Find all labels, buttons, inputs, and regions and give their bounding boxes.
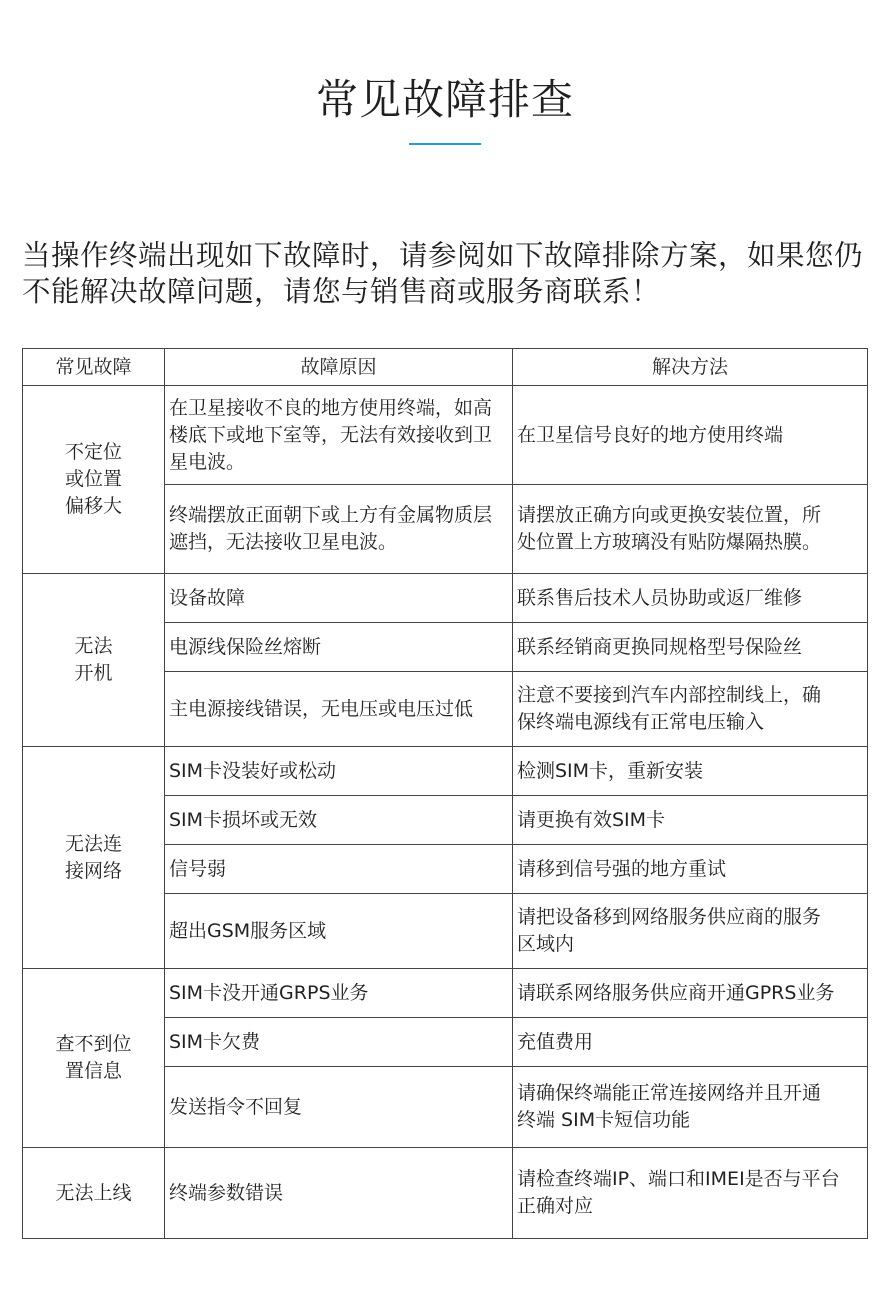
solution-cell xyxy=(513,1148,868,1239)
fault-cause-cell xyxy=(165,845,513,894)
solution-cell xyxy=(513,485,868,574)
fault-cause-cell xyxy=(165,969,513,1018)
fault-cause-cell xyxy=(165,1067,513,1148)
fault-cause-cell xyxy=(165,623,513,672)
header-solution: 解决方法 xyxy=(513,349,868,386)
solution-cell xyxy=(513,1018,868,1067)
solution-line: 在卫星信号良好的地方使用终端 xyxy=(517,423,784,446)
intro-text: 当操作终端出现如下故障时，请参阅如下故障排除方案，如果您仍不能解决故障问题，请您与销售商或服务商联系！ xyxy=(22,239,864,308)
fault-cause-line: 电源线保险丝熔断 xyxy=(169,635,322,658)
fault-cause-line: 超出GSM服务区域 xyxy=(169,919,327,942)
fault-cause-line: 楼底下或地下室等，无法有效接收到卫 xyxy=(169,423,493,446)
title-underline xyxy=(409,143,481,145)
table-header-row xyxy=(23,349,868,386)
solution-line: 终端 SIM卡短信功能 xyxy=(517,1109,691,1131)
fault-cause-cell xyxy=(165,796,513,845)
solution-line: 检测SIM卡，重新安装 xyxy=(517,759,704,782)
fault-category-line: 置信息 xyxy=(64,1060,122,1082)
fault-category-cell xyxy=(23,747,165,969)
fault-cause-line: 设备故障 xyxy=(169,586,246,609)
table-row xyxy=(23,1148,868,1239)
solution-line: 联系售后技术人员协助或返厂维修 xyxy=(517,586,803,609)
table-row xyxy=(23,386,868,485)
solution-line: 请把设备移到网络服务供应商的服务 xyxy=(517,906,822,928)
solution-line: 处位置上方玻璃没有贴防爆隔热膜。 xyxy=(517,531,822,553)
fault-cause-line: 信号弱 xyxy=(169,857,227,880)
table-row xyxy=(23,747,868,796)
solution-line: 请确保终端能正常连接网络并且开通 xyxy=(517,1082,822,1104)
fault-cause-line: 主电源接线错误，无电压或电压过低 xyxy=(169,697,474,720)
solution-cell xyxy=(513,796,868,845)
fault-cause-line: 发送指令不回复 xyxy=(169,1095,303,1118)
solution-line: 正确对应 xyxy=(517,1195,594,1217)
fault-cause-cell xyxy=(165,485,513,574)
fault-cause-line: SIM卡欠费 xyxy=(169,1030,261,1053)
fault-category-line: 无法上线 xyxy=(55,1181,132,1204)
fault-cause-line: SIM卡没装好或松动 xyxy=(169,759,337,782)
solution-cell xyxy=(513,747,868,796)
fault-cause-line: 终端摆放正面朝下或上方有金属物质层 xyxy=(169,504,493,526)
fault-cause-cell xyxy=(165,894,513,969)
solution-line: 充值费用 xyxy=(517,1030,594,1053)
solution-line: 请摆放正确方向或更换安装位置，所 xyxy=(517,504,822,526)
fault-cause-cell xyxy=(165,1148,513,1239)
header-fault-cause: 故障原因 xyxy=(165,349,513,386)
fault-category-cell xyxy=(23,969,165,1148)
fault-cause-line: 星电波。 xyxy=(169,450,246,473)
fault-cause-line: 遮挡，无法接收卫星电波。 xyxy=(169,531,398,553)
fault-category-cell xyxy=(23,574,165,747)
solution-cell xyxy=(513,1067,868,1148)
fault-cause-cell xyxy=(165,1018,513,1067)
fault-cause-cell xyxy=(165,574,513,623)
solution-line: 联系经销商更换同规格型号保险丝 xyxy=(517,635,803,658)
page-title: 常见故障排查 xyxy=(315,75,574,124)
fault-table-body xyxy=(23,386,868,1239)
fault-cause-line: SIM卡没开通GRPS业务 xyxy=(169,981,369,1004)
fault-cause-cell xyxy=(165,672,513,747)
fault-cause-line: 终端参数错误 xyxy=(169,1181,284,1204)
fault-category-line: 开机 xyxy=(74,662,113,684)
solution-line: 请联系网络服务供应商开通GPRS业务 xyxy=(517,981,835,1004)
solution-line: 保终端电源线有正常电压输入 xyxy=(517,711,765,733)
solution-line: 注意不要接到汽车内部控制线上，确 xyxy=(517,684,822,706)
fault-category-line: 接网络 xyxy=(64,859,122,882)
fault-category-line: 偏移大 xyxy=(64,495,122,517)
solution-cell xyxy=(513,969,868,1018)
fault-cause-line: 在卫星接收不良的地方使用终端，如高 xyxy=(169,396,493,419)
solution-cell xyxy=(513,574,868,623)
fault-category-line: 查不到位 xyxy=(55,1033,132,1055)
solution-line: 区域内 xyxy=(517,933,575,955)
solution-cell xyxy=(513,623,868,672)
solution-cell xyxy=(513,672,868,747)
solution-cell xyxy=(513,386,868,485)
solution-line: 请检查终端IP、端口和IMEI是否与平台 xyxy=(517,1168,840,1190)
table-row xyxy=(23,574,868,623)
fault-category-line: 无法 xyxy=(74,635,113,657)
fault-category-line: 不定位 xyxy=(64,441,122,463)
fault-category-line: 或位置 xyxy=(64,468,122,490)
fault-table xyxy=(22,348,868,1239)
table-row xyxy=(23,969,868,1018)
fault-category-cell xyxy=(23,1148,165,1239)
fault-category-cell xyxy=(23,386,165,574)
header-common-fault: 常见故障 xyxy=(23,349,165,386)
solution-line: 请移到信号强的地方重试 xyxy=(517,857,727,880)
solution-line: 请更换有效SIM卡 xyxy=(517,808,666,831)
fault-cause-cell xyxy=(165,747,513,796)
fault-category-line: 无法连 xyxy=(64,832,122,855)
solution-cell xyxy=(513,894,868,969)
fault-cause-cell xyxy=(165,386,513,485)
solution-cell xyxy=(513,845,868,894)
fault-cause-line: SIM卡损坏或无效 xyxy=(169,808,318,831)
